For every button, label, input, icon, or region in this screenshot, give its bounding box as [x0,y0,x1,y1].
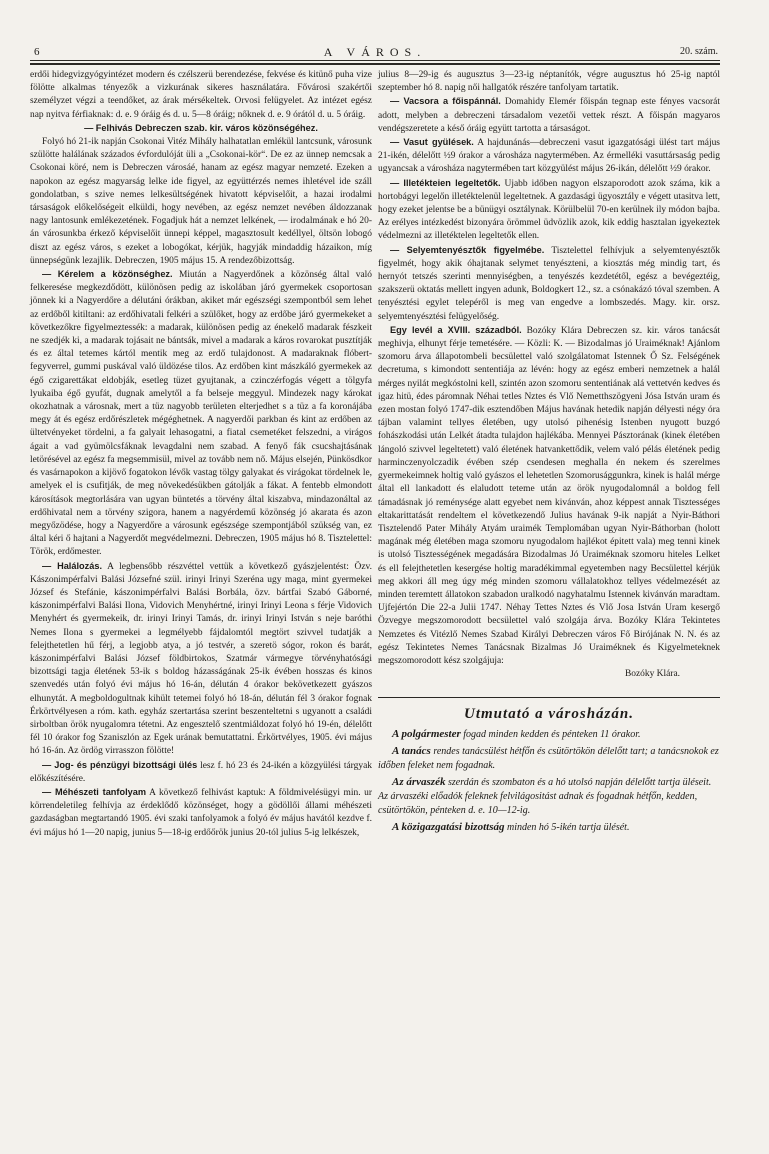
article-lead: — Vacsora a főispánnál. [390,96,501,107]
article-body: A legbensőbb részvéttel vettük a következő gyászjelentést: Özv. Kászonimpérfalvi Balási Józsefné szül. irinyi Irinyi Szeréna ugy maga, mint gyermekei József és Stefánie, kászonimpérfalvi Balási Borbála, özv. bártfai Szabó Gáborné, kászonimpérfalvi Balási Ilona, Vidovich Menyhértné, irinyi Irinyi Leona s férje Vidovich Menyhért és gyermekeik, dr. irinyi Irinyi Tamás, dr. irinyi Irinyi István s neje baróthi Nemes Ilona s gyermekei a legmélyebb fájdalomtól megtört szivvel tudatják a felejthetetlen hű férj, a legjobb atya, a jó testvér, a szeretö sógor, rokon és barát, kászonimpérfalvi Balási József földbirtokos, Szatmár vármegye törvényhatósági bizottsági tagja életének 53-ik s boldog házasságának 25-ik évében hosszas és kinos szenvedés után folyó évi május hó 16-án, délután 4 órakor bekövetkezett gyászos elhunytát. A megboldogultnak kihült tetemei folyó hó 18-án, délután fél 3 órakor fognak Érkörtvélyesen a róm. kath. egyház szertartása szerint beszenteltetni s ugyanott a családi sirboltban örök nyugalomra tétetni. Az engesztelő szentmiáldozat folyó hó 19-én, délelőtt fél 10 órakor fog Szaniszlón az Egek urának bemutattatni. Érkörtvélyes, 1905. évi május hó 16-án. Az ördög virrasszon fölötte! [30,561,372,757]
article-paragraph [378,69,720,95]
heading-text: — Felhivás Debreczen szab. kir. város közönségéhez. [84,122,318,133]
article-lead: — Méhészeti tanfolyam [42,786,147,797]
article-paragraph [378,244,720,324]
article-lead: — Illetékteien legeltetők. [390,177,501,188]
right-column [378,69,720,840]
article-body: Domahidy Elemér főispán tegnap este fényes vacsorát adott, melyben a debreczeni társadalom vezetői vettek részt. A főispán magyaros vendégszeretete a késő óráig együtt tartotta a társaságot. [378,97,720,134]
guide-item [378,728,720,742]
article-body: Bozóky Klára Debreczen sz. kir. város tanácsát meghivja, elhunyt férje temetésére. — Közli: K. — Bizodalmas jó Uraiméknak! Ajánlom szomoru árva állapotombeli becsülettel való szolgálatomat Istennek Ő Sz. Felségének decretuma, s kimondott sententiája az lévén: hogy az egész emberi nemzetnek a halál mérges nyilát megkóstolni kell, szintén azon szomoru sententiának alá vettetvén kedves és igaz hitü, édes páromnak Néhai tetles Nztes és Vlő Nemetthszögyeni Jósa István uram és ezen mostan folyó 1747-dik esztendőben Május havának hetedik napján délyesti négy óra tájban valamint tellyes életében, ugy utolsó pihenésig Istenben nyugott buzgó fohászkodási után Lelkét átadta tulajdon hajlékába. Mennyei Pásztorának (kinek életében lángoló szivvel legeltetett) való életének hatvankettődik, velem való pélás életének pedig harminczenyolczadik évében szép csendesen meghalla én nekem és szerelmes gyermekeimnek holtig való gyászos el lehetetlen Szomorusággunkra, kinek is halál mérge által ell lankadott és elaludott teteme után az örök nyugodalomnál a boldog fell támadásnak jó reménysége alatt egyebet nem kivánván, ahoz képpest annak Tisztességes eltakarittatását rendeltem el következendő Julius havának 9-ik napját a Nyir-Báthori Tisztelendő Pater Mihály Atyám uraimék Templomában ugyan Nyir-Báthorban (holott magának még életében maga szomoru nyugodalom hajlékot épitett vala) meg tenni kinek is utolsó Tisztességének megadására Bizodalmas Jó Uraiméknak szomoru hiteles Lelket és ell felejthetetlen kesergése holtig maradékimmal egyetemben nagy Becsülettel kérjük meg akkori áll meg úgy még minden szomoru vállalatokhoz tellyes védelmezését az minden teremtett állatokon szabadon uralkodó nagyhatalmu Istennek kivánván maradtam. Ujfejértón Die 22-a Julii 1747. Néhay Tettes Nztes és Vlő Josa István Uram kesergő Özvegye megszomorodott becsülettel való szolgája árva. Bozóky Klára Tekintetes Nemzetes és Vitézlő Nemes Szabad Királyi Debreczen város Fő Birójának N. N. és az egész Tekintetes Nemes Tanácsnak Bizalmas Jó Uraiméknek és Kigyelmeteknek megszomorodott kész szolgájuja: [378,325,721,666]
article-body: Miután a Nagyerdőnek a közönség által való felkeresése megkezdődött, különösen pedig az iskolában járó gyermekek csoportosan jönnek ki a Nagyerdőre a délutáni órákban, akiket már egészségi szempontból sem lehet az erdőből kitiltani: az erdőhivatali felkéri a szülőket, hogy az erdőbe járó gyermekeket a következőkre figyelmeztessék: a madarak, különösen pedig az énekelő madarak fészkeit ne szedjék ki, a madarak tojásait ne bántsák, mivel a madarak a káros rovarokat pusztítják és ez által tetemes kártól mentik meg az erdő tulajdonost. A madaraknak flóbert-fegyverrel, gummi puskával való üldözése tilos. Az erdőben kint mászkáló gyermekek az égő czigarettákat eldobják, esetleg tüzet gyujtanak, a czinczérfogás végett a tölgyfa lyukaiba égő gyufát, dugnak amelytől a fa belseje meggyul. Mindezek nagy károkat okozhatnak a városnak, mert a tüz nagyobb területen elterjedhet s a tüz a fa koronájába megy át és egész erdőrészletek mégéghetnek. A nagyerdői parkban és kint az erdőben az ültetvényeket tördelni, a fa galyait lehasogatni, a fiatal csemetéket felszedni, a virágos ágait a vad gyümölcsfáknak levagdalni nem szabad. A fenyő fák csucshajtásának letörésével az egész fa megsemmisül, mivel az tovább nem nő. Május elsején, Pünkösdkor és vasárnapokon a kijövő fogatokon lévők vastag tölgy galyakat és virágokat tördelnek le, amelyek el is csufitják, de meg növekedésükben gátolják a fákat. A fentebb elmondott károsítások megtorlására van ugyan büntetés a törvény által kiszabva, mindazonáltal az erdőhivatal nem a törvény szigora, hanem a nagyérdemű közönség jó akarata és azon megyőzödése, hogy a Nagyerdőre a városunk egészsége szempontjából szükség van, ez által kéri ő hajtani a Nagyerdőt megvédelmezni. Debreczen, 1905 május hó 8. Tisztelettel: Török, erdőmester. [30,270,372,558]
page-number: 6 [34,46,40,58]
article-paragraph [30,560,372,759]
article-lead: — Vasut gyülések. [390,137,474,148]
guide-item-lead: A polgármester [392,727,461,740]
article-paragraph [378,95,720,136]
article-lead: — Kérelem a közönséghez. [42,269,173,280]
guide-item-lead: A tanács [392,745,431,758]
article-body: lesz f. hó 23 és 24-ikén a közgyülési tárgyak előkészítésére. [30,760,372,784]
guide-item-text: rendes tanácsülést hétfőn és csütörtökön délelőtt tart; a tanácsnokok ez időben feleket nem fogadnak. [378,746,719,771]
header-rule [30,63,720,65]
article-body: A hajdunánás—debreczeni vasut igazgatósági ülést tart május 21-ikén, délelőtt ½9 órakor a városháza nagytermében. Az érmelléki vasuttársaság pedig ugyancsak a városháza nagytermében tart közgyülést május 26-ikán, délelőtt ½9 órakor. [378,138,720,175]
guide-item [378,776,720,817]
article-paragraph [30,786,372,840]
article-paragraph [30,268,372,559]
article-paragraph [30,136,372,268]
article-body: erdői hidegvizgyógyintézet modern és czélszerü berendezése, fekvése és kitünő puha vize fölötte alkalmas tényezők a vizkurának sikeres használatára. Fővárosi szakértői személyzet végzi a teendőket, az árak mérsékeltek. Orvosi felügyelet. Az intézet egész nap nyitva férfiaknak: d. e. 9 óráig és d. u. 5—8 óráig; nőknek d. e. 9 órától d. u. 5 óráig. [30,70,372,120]
article-columns [30,69,720,840]
masthead-title: A VÁROS. [323,45,427,59]
article-heading [378,324,720,668]
guide-item [378,821,720,835]
guide-item-text: minden hó 5-ikén tartja ülését. [504,822,630,834]
guide-item-text: fogad minden kedden és pénteken 11 órakor. [460,728,641,740]
article-paragraph [30,69,372,122]
article-paragraph [30,759,372,786]
article-lead: — Selyemtenyésztők figyelmébe. [390,244,545,255]
article-body: Tisztelettel felhívjuk a selyemtenyésztők figyelmét, hogy akik óhajtanak selymet tenyészteni, a kiosztás még mindig tart, és hernyót tetszés szerinti mennyiségben, a tenyészés kezdetétől, egész a bevégeztéig, szakszerü oktatás mellett ingyen adunk, Boldogkert 12., sz. a csónakázó tóval szemben. A tenyésztési egylet telepéről is meg van engedve a lombszedés. Magy. kir. orsz. selyemtenyésztési felügyelőség. [378,245,720,322]
signature: Bozóky Klára. [624,669,680,680]
article-lead: — Halálozás. [42,560,103,571]
guide-title: Utmutató a városházán. [464,706,634,723]
article-heading [30,122,372,136]
heading-text: Egy levél a XVIII. századból. [390,324,522,335]
section-divider [378,697,720,698]
article-paragraph [378,177,720,244]
issue-number: 20. szám. [679,46,718,57]
city-hall-guide [378,708,720,834]
guide-item-lead: Az árvaszék [392,776,446,789]
article-body: Folyó hó 21-ik napján Csokonai Vitéz Mihály halhatatlan emlékül lantcsunk, városunk szülötte halálának százados évfordulóját üli a „Csokonai-kör“. De ez az ünnep nemcsak a Csokonai köré, nem is Debreczen városáé, hanam az egész magyar nemzeté. Ezeken a napokon az egész magyarság lelke ide figyel, az együttérzés nemes ihletével ide száll gondolatban, s szive nemes lelkesültségének hivatott képviselőit, a hazai irodalmi társaságok előkelőségeit elküldi, hogy nevében, az egész nemzet nevében áldozzanak nagy lantosunk emlékezetének. Fogadjuk hát a nemzet lelkének, — irodalmának e hó 20-án városunkba érkező képviselőit ünnepi képpel, magasztosult kedéllyel, öltsön lobogó diszt az egész város, s ezeket a lobogókat, kérjük, hagyják mindaddig házaikon, míg ünnepségünk lezajlik. Debreczen, 1905 május 15. A rendezőbizottság. [30,137,372,266]
article-paragraph [378,136,720,177]
article-body: julius 8—29-ig és augusztus 3—23-ig néptanítók, végre augusztus hó 25-ig naptól szeptember hó 8. napig női hallgatók részére tanfolyam tartatik. [378,70,720,94]
page-header [30,40,720,61]
left-column [30,69,372,840]
guide-item [378,745,720,772]
article-lead: — Jog- és pénzügyi bizottsági ülés [42,759,198,770]
article-body: Ujabb időben nagyon elszaporodott azok száma, kik a hortobágyi legelőn illetéktelenül legeltetnek. A gazdasági ügyosztály e végett utasitva lett, hogy ezeket jelentse be a bünügyi osztálynak. Körülbelül 70-en kerülnek ily módon bajba. Az erélyes intézkedést bizonyára örömmel üdvözlik azok, kik eddig hasztalan igyekeztek védelmezni az illetéktelen legeltetők ellen. [378,178,720,242]
article-body: A következő felhivást kaptuk: A földmivelésügyi min. ur körrendeletileg felhívja az érdeklődő közönséget, hogy a gödöllői állami méhészeti gazdaságban megtartandó 1905. évi szaki tanfolyamok a folyó év május havától kezdve f. évi május hó 1—20 napig, junius 5—18-ig erdőőrök junius 20-tól julius 5-ig lelkészek, [30,787,372,838]
guide-item-lead: A közigazgatási bizottság [392,821,505,834]
guide-item-text: szerdán és szombaton és a hó utolsó napján délelőtt tartja üléseit. Az árvaszéki előadók feleknek felvilágositást adnak és fogadnak hétfőn, kedden, csütörtökön, pénteken d. e. 10—12-ig. [378,777,712,816]
guide-items [378,728,720,835]
right-articles [378,69,720,681]
